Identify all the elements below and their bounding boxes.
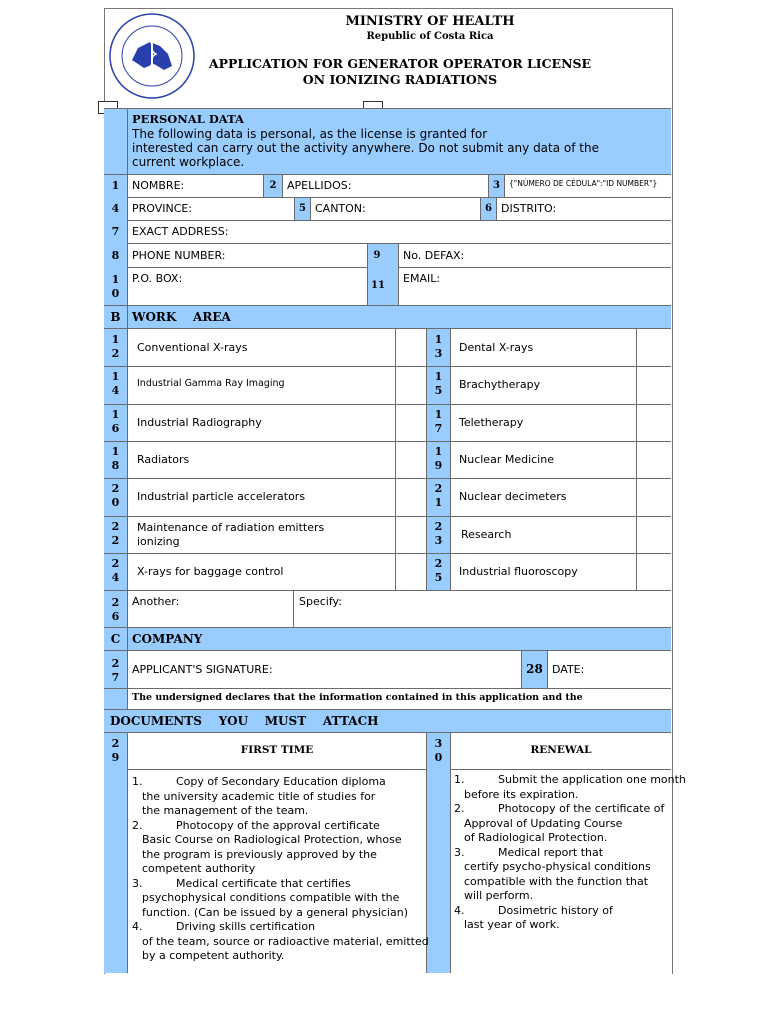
work-area-number-right: 5 xyxy=(434,571,443,584)
work-area-option-left: Industrial particle accelerators xyxy=(137,490,306,503)
work-area-checkbox-left[interactable] xyxy=(396,554,426,589)
work-area-number-left: 2 xyxy=(111,347,120,360)
document-item-line: will perform. xyxy=(464,889,534,902)
company-title: COMPANY xyxy=(132,632,203,646)
province-field[interactable]: PROVINCE: xyxy=(132,202,193,215)
work-area-number-right: 1 xyxy=(434,333,443,346)
document-item-line xyxy=(132,920,426,935)
field-number-1: 1 xyxy=(111,179,120,192)
work-area-option-left: Radiators xyxy=(137,453,190,466)
field-number-11: 11 xyxy=(371,280,385,291)
nombre-field[interactable]: NOMBRE: xyxy=(132,179,185,192)
work-area-number-right: 2 xyxy=(434,482,443,495)
work-area-number-right: 5 xyxy=(434,384,443,397)
po-box-field[interactable]: P.O. BOX: xyxy=(132,272,183,285)
work-area-option-right: Teletherapy xyxy=(459,416,524,429)
document-item-number: 1. xyxy=(454,773,465,786)
document-item-text: Photocopy of the certificate of xyxy=(498,802,665,815)
document-item-number: 3. xyxy=(132,876,143,890)
work-area-number-right: 3 xyxy=(434,347,443,360)
document-item-line xyxy=(454,802,670,817)
document-item-line xyxy=(132,877,426,892)
work-area-number-left: 0 xyxy=(111,496,120,509)
work-area-option-right: Research xyxy=(461,528,512,541)
form-title-line2: ON IONIZING RADIATIONS xyxy=(302,72,498,87)
documents-title: DOCUMENTS YOU MUST ATTACH xyxy=(110,714,379,728)
field-number-6: 6 xyxy=(485,203,492,214)
work-area-number-right: 7 xyxy=(434,422,443,435)
ministry-title: MINISTRY OF HEALTH xyxy=(345,14,515,29)
phone-number-field[interactable]: PHONE NUMBER: xyxy=(132,249,226,262)
document-item-line: the university academic title of studies for xyxy=(142,789,376,803)
another-field[interactable]: Another: xyxy=(132,595,180,608)
work-area-title: WORK AREA xyxy=(132,310,231,324)
document-item-line: compatible with the function that xyxy=(464,874,649,888)
work-area-option-right: Nuclear decimeters xyxy=(459,490,567,503)
canton-field[interactable]: CANTON: xyxy=(315,202,366,215)
document-item-line: psychophysical conditions compatible with the xyxy=(142,891,400,904)
field-number-29a: 2 xyxy=(111,737,120,750)
work-area-number-right: 1 xyxy=(434,445,443,458)
work-area-option-right: Brachytherapy xyxy=(459,378,541,391)
personal-data-note-line3: current workplace. xyxy=(132,155,245,169)
document-item-line: of Radiological Protection. xyxy=(464,831,608,844)
work-area-number-left: 1 xyxy=(111,333,120,346)
document-item-number: 3. xyxy=(454,845,465,859)
document-item-line: certify psycho-physical conditions xyxy=(464,860,651,873)
document-item-line: last year of work. xyxy=(464,918,560,931)
work-area-option-left-line2: ionizing xyxy=(137,535,180,548)
work-area-number-right: 2 xyxy=(434,520,443,533)
document-item-line: Approval of Updating Course xyxy=(464,816,623,830)
work-area-option-left: Industrial Radiography xyxy=(137,416,262,429)
work-area-option-left: Maintenance of radiation emitters xyxy=(137,521,325,534)
personal-data-note-line1: The following data is personal, as the license is granted for xyxy=(132,127,488,141)
field-number-26b: 6 xyxy=(111,610,120,623)
document-item-text: Photocopy of the approval certificate xyxy=(176,818,380,832)
work-area-checkbox-left[interactable] xyxy=(396,405,426,440)
document-item-line: by a competent authority. xyxy=(142,949,285,962)
work-area-number-right: 1 xyxy=(434,370,443,383)
renewal-document-list xyxy=(454,773,686,933)
field-number-27a: 2 xyxy=(111,657,120,670)
work-area-option-left: Conventional X-rays xyxy=(137,341,248,354)
work-area-checkbox-right[interactable] xyxy=(637,479,671,514)
work-area-checkbox-left[interactable] xyxy=(396,479,426,514)
work-area-option-right: Nuclear Medicine xyxy=(459,453,554,466)
document-item-number: 4. xyxy=(454,903,465,917)
document-item-text: Driving skills certification xyxy=(176,920,316,933)
distrito-field[interactable]: DISTRITO: xyxy=(501,202,557,215)
work-area-number-left: 1 xyxy=(111,408,120,421)
work-area-number-left: 2 xyxy=(111,557,120,570)
work-area-option-left: Industrial Gamma Ray Imaging xyxy=(137,378,285,389)
document-item-line: the program is previously approved by the xyxy=(142,847,377,861)
field-number-3: 3 xyxy=(493,180,500,191)
work-area-option-right: Industrial fluoroscopy xyxy=(459,565,578,578)
work-area-checkbox-right[interactable] xyxy=(637,442,671,477)
work-area-number-left: 2 xyxy=(111,534,120,547)
work-area-number-right: 3 xyxy=(434,534,443,547)
field-number-4: 4 xyxy=(111,202,120,215)
field-number-29b: 9 xyxy=(111,751,120,764)
document-item-line xyxy=(132,775,426,790)
document-item-line: function. (Can be issued by a general physician) xyxy=(142,905,408,919)
document-item-number: 2. xyxy=(132,818,143,832)
work-area-checkbox-right[interactable] xyxy=(637,554,671,589)
republic-subtitle: Republic of Costa Rica xyxy=(366,31,494,42)
work-area-number-right: 9 xyxy=(434,459,443,472)
field-number-8: 8 xyxy=(111,249,120,262)
document-item-number: 2. xyxy=(454,802,465,815)
apellidos-field[interactable]: APELLIDOS: xyxy=(287,179,352,192)
field-number-5: 5 xyxy=(299,203,306,214)
document-item-text: Copy of Secondary Education diploma xyxy=(176,775,386,788)
field-number-30a: 3 xyxy=(434,737,443,750)
work-area-option-left: X-rays for baggage control xyxy=(137,565,284,578)
document-item-line: before its expiration. xyxy=(464,787,579,801)
work-area-checkbox-left[interactable] xyxy=(396,517,426,552)
field-number-10a: 1 xyxy=(111,273,120,286)
work-area-number-right: 1 xyxy=(434,408,443,421)
first-time-document-list xyxy=(132,775,429,964)
document-item-line: the management of the team. xyxy=(142,804,309,817)
renewal-heading: RENEWAL xyxy=(530,744,592,756)
work-area-checkbox-right[interactable] xyxy=(637,367,671,402)
work-area-number-left: 2 xyxy=(111,482,120,495)
specify-field[interactable]: Specify: xyxy=(299,595,342,608)
work-area-number-left: 1 xyxy=(111,370,120,383)
work-area-option-right: Dental X-rays xyxy=(459,341,534,354)
field-number-28: 28 xyxy=(526,662,543,676)
work-area-number-right: 2 xyxy=(434,557,443,570)
document-item-text: Dosimetric history of xyxy=(498,903,613,917)
work-area-checkbox-right[interactable] xyxy=(637,330,671,365)
work-area-number-right: 1 xyxy=(434,496,443,509)
personal-data-note-line2: interested can carry out the activity anywhere. Do not submit any data of the xyxy=(132,141,599,155)
work-area-checkbox-left[interactable] xyxy=(396,442,426,477)
work-area-number-left: 6 xyxy=(111,422,120,435)
work-area-number-left: 1 xyxy=(111,445,120,458)
declaration-text: The undersigned declares that the information contained in this application and the xyxy=(132,692,583,703)
exact-address-field[interactable]: EXACT ADDRESS: xyxy=(132,225,229,238)
work-area-checkbox-left[interactable] xyxy=(396,330,426,365)
field-number-10b: 0 xyxy=(111,287,120,300)
first-time-heading: FIRST TIME xyxy=(240,744,314,756)
email-field[interactable]: EMAIL: xyxy=(403,272,441,285)
document-item-number: 4. xyxy=(132,920,143,933)
work-area-number-left: 4 xyxy=(111,384,120,397)
fax-field[interactable]: No. DEFAX: xyxy=(403,249,465,262)
document-item-text: Submit the application one month xyxy=(498,773,686,786)
document-item-text: Medical report that xyxy=(498,845,604,859)
field-number-26a: 2 xyxy=(111,596,120,609)
work-area-checkbox-right[interactable] xyxy=(637,517,671,552)
document-item-line xyxy=(132,819,426,834)
work-area-number-left: 2 xyxy=(111,520,120,533)
document-item-line: of the team, source or radioactive material, emitted xyxy=(142,934,429,948)
date-field[interactable]: DATE: xyxy=(552,663,585,676)
form-title-line1: APPLICATION FOR GENERATOR OPERATOR LICENSE xyxy=(208,56,592,71)
field-number-9: 9 xyxy=(373,250,381,261)
applicant-signature-field[interactable]: APPLICANT'S SIGNATURE: xyxy=(132,663,273,676)
ministry-seal xyxy=(108,10,196,102)
document-item-line: Basic Course on Radiological Protection, whose xyxy=(142,833,402,846)
company-section-letter: C xyxy=(110,632,121,646)
id-number-field[interactable]: {"NÚMERO DE CÉDULA":"ID NUMBER"} xyxy=(509,179,658,188)
document-item-line: competent authority xyxy=(142,862,256,875)
personal-data-title: PERSONAL DATA xyxy=(132,112,244,126)
work-area-checkbox-right[interactable] xyxy=(637,405,671,440)
field-number-2: 2 xyxy=(269,180,277,191)
document-item-line xyxy=(454,904,670,919)
field-number-30b: 0 xyxy=(434,751,443,764)
work-area-number-left: 8 xyxy=(111,459,120,472)
document-item-number: 1. xyxy=(132,775,143,788)
document-item-line xyxy=(454,773,686,788)
work-area-number-left: 4 xyxy=(111,571,120,584)
document-item-text: Medical certificate that certifies xyxy=(176,876,351,890)
work-area-section-letter: B xyxy=(110,310,121,324)
field-number-27b: 7 xyxy=(111,671,120,684)
field-number-7: 7 xyxy=(111,225,120,238)
document-item-line xyxy=(454,846,670,861)
work-area-checkbox-left[interactable] xyxy=(396,367,426,402)
